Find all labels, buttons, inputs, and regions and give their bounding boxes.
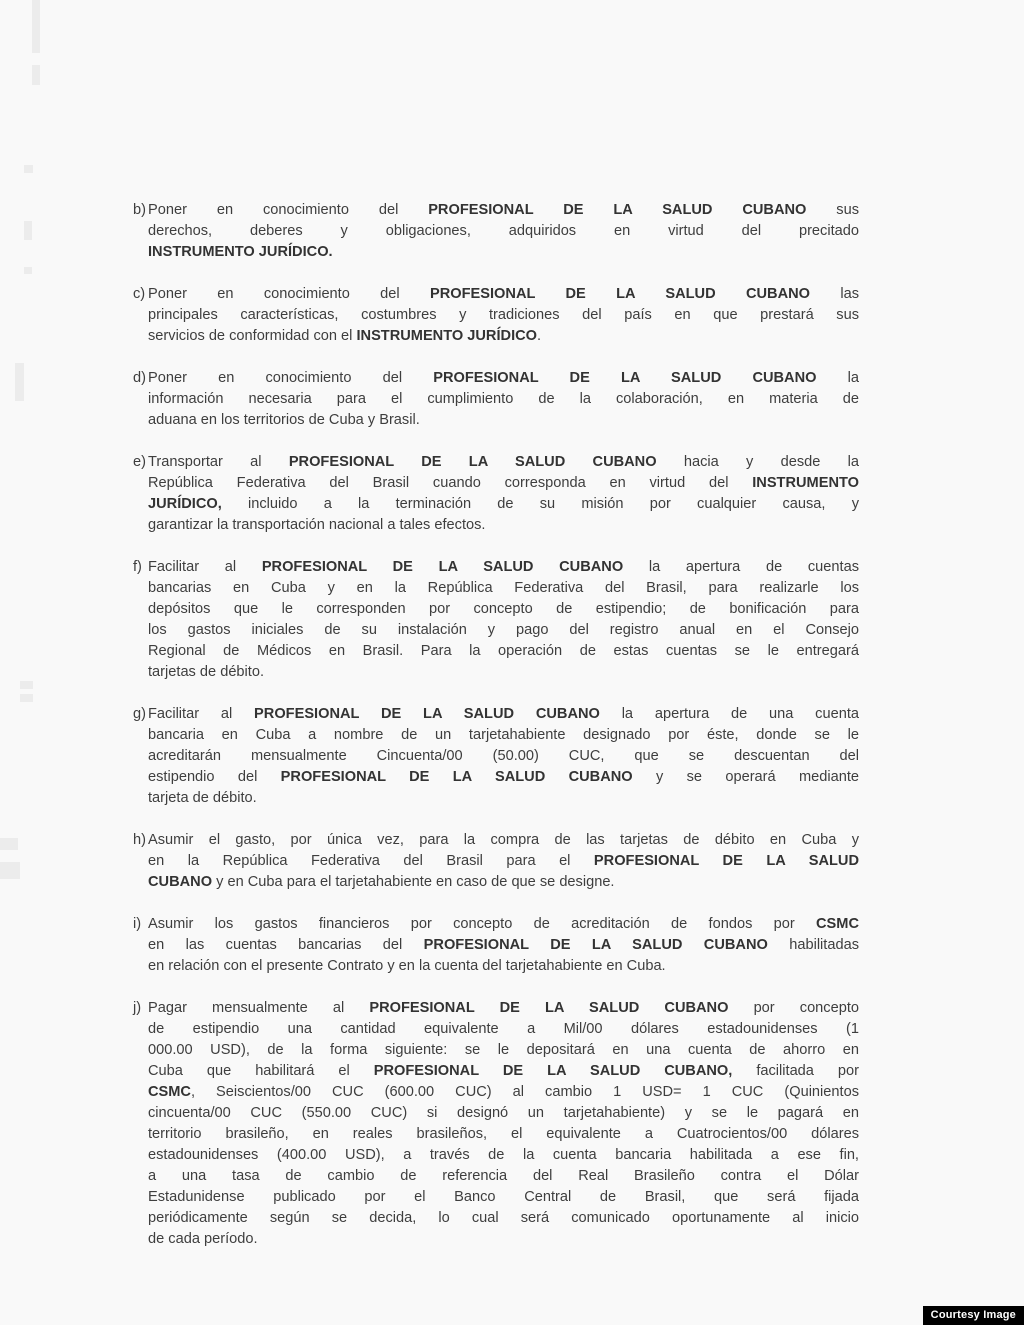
text-line: JURÍDICO, incluido a la terminación de su misión por cualquier causa, y (148, 496, 859, 512)
paragraph-label: g) (133, 706, 146, 722)
text-line: Poner en conocimiento del PROFESIONAL DE LA SALUD CUBANO la (148, 370, 860, 386)
paragraph (133, 557, 859, 683)
scan-artifact (0, 862, 20, 879)
text-line: de estipendio una cantidad equivalente a Mil/00 dólares estadounidenses (1 (148, 1021, 859, 1037)
paragraph-text (148, 998, 859, 1250)
text-line: información necesaria para el cumplimiento de la colaboración, en materia de (148, 391, 859, 407)
text-line: Poner en conocimiento del PROFESIONAL DE LA SALUD CUBANO las (148, 286, 859, 302)
text-line: cincuenta/00 CUC (550.00 CUC) si designó un tarjetahabiente) y se le pagará en (148, 1105, 859, 1121)
text-line: Regional de Médicos en Brasil. Para la operación de estas cuentas se le entregará (148, 643, 859, 659)
text-line: Facilitar al PROFESIONAL DE LA SALUD CUBANO la apertura de una cuenta (148, 706, 859, 722)
paragraph-text (148, 452, 859, 536)
scan-artifact (20, 694, 33, 702)
text-line: República Federativa del Brasil cuando corresponda en virtud del INSTRUMENTO (148, 475, 859, 491)
paragraph-text (148, 200, 859, 263)
scan-artifact (32, 65, 40, 85)
paragraph (133, 830, 859, 893)
paragraph-text (148, 830, 859, 893)
text-line: de cada período. (148, 1231, 258, 1247)
text-line: CSMC, Seiscientos/00 CUC (600.00 CUC) al cambio 1 USD= 1 CUC (Quinientos (148, 1084, 859, 1100)
paragraph (133, 704, 859, 809)
text-line: en relación con el presente Contrato y en la cuenta del tarjetahabiente en Cuba. (148, 958, 666, 974)
paragraph (133, 998, 859, 1250)
text-line: bancarias en Cuba y en la República Federativa del Brasil, para realizarle los (148, 580, 859, 596)
text-line: INSTRUMENTO JURÍDICO. (148, 244, 333, 260)
text-line: Asumir el gasto, por única vez, para la compra de las tarjetas de débito en Cuba y (148, 832, 859, 848)
text-line: Asumir los gastos financieros por concepto de acreditación de fondos por CSMC (148, 916, 859, 932)
paragraph-label: j) (133, 1000, 142, 1016)
text-line: periódicamente según se decida, lo cual será comunicado oportunamente al inicio (148, 1210, 859, 1226)
paragraph-label: d) (133, 370, 146, 386)
text-line: en las cuentas bancarias del PROFESIONAL DE LA SALUD CUBANO habilitadas (148, 937, 860, 953)
text-line: garantizar la transportación nacional a tales efectos. (148, 517, 486, 533)
document-body (133, 200, 859, 1271)
scan-artifact (24, 221, 32, 240)
paragraph-label: i) (133, 916, 142, 932)
text-line: estadounidenses (400.00 USD), a través de la cuenta bancaria habilitada a ese fin, (148, 1147, 859, 1163)
paragraph (133, 914, 859, 977)
paragraph (133, 452, 859, 536)
text-line: depósitos que le corresponden por concepto de estipendio; de bonificación para (148, 601, 859, 617)
paragraph-text (148, 914, 859, 977)
scan-artifact (15, 363, 24, 401)
text-line: 000.00 USD), de la forma siguiente: se le depositará en una cuenta de ahorro en (148, 1042, 859, 1058)
text-line: los gastos iniciales de su instalación y pago del registro anual en el Consejo (148, 622, 859, 638)
text-line: tarjetas de débito. (148, 664, 265, 680)
paragraph-label: b) (133, 202, 146, 218)
paragraph (133, 368, 859, 431)
paragraph-text (148, 284, 859, 347)
paragraph-label: c) (133, 286, 146, 302)
scan-artifact (32, 0, 40, 53)
text-line: CUBANO y en Cuba para el tarjetahabiente en caso de que se designe. (148, 874, 615, 890)
scan-artifact (20, 681, 33, 689)
paragraph-label: e) (133, 454, 146, 470)
text-line: aduana en los territorios de Cuba y Brasil. (148, 412, 420, 428)
text-line: Estadunidense publicado por el Banco Central de Brasil, que será fijada (148, 1189, 859, 1205)
courtesy-image-badge: Courtesy Image (923, 1306, 1024, 1325)
text-line: Cuba que habilitará el PROFESIONAL DE LA SALUD CUBANO, facilitada por (148, 1063, 859, 1079)
paragraph-label: f) (133, 559, 142, 575)
text-line: territorio brasileño, en reales brasileños, el equivalente a Cuatrocientos/00 dólares (148, 1126, 859, 1142)
text-line: bancaria en Cuba a nombre de un tarjetahabiente designado por éste, donde se le (148, 727, 859, 743)
text-line: derechos, deberes y obligaciones, adquiridos en virtud del precitado (148, 223, 859, 239)
text-line: servicios de conformidad con el INSTRUMENTO JURÍDICO. (148, 328, 542, 344)
paragraph-text (148, 704, 859, 809)
scan-artifact (24, 267, 32, 274)
paragraph-label: h) (133, 832, 146, 848)
text-line: Poner en conocimiento del PROFESIONAL DE LA SALUD CUBANO sus (148, 202, 860, 218)
paragraph (133, 284, 859, 347)
text-line: Transportar al PROFESIONAL DE LA SALUD CUBANO hacia y desde la (148, 454, 860, 470)
text-line: tarjeta de débito. (148, 790, 257, 806)
text-line: a una tasa de cambio de referencia del Real Brasileño contra el Dólar (148, 1168, 859, 1184)
text-line: principales características, costumbres y tradiciones del país en que prestará sus (148, 307, 859, 323)
paragraph (133, 200, 859, 263)
scan-artifact (0, 838, 18, 850)
text-line: Facilitar al PROFESIONAL DE LA SALUD CUBANO la apertura de cuentas (148, 559, 860, 575)
text-line: en la República Federativa del Brasil para el PROFESIONAL DE LA SALUD (148, 853, 859, 869)
text-line: Pagar mensualmente al PROFESIONAL DE LA SALUD CUBANO por concepto (148, 1000, 859, 1016)
scan-artifact (24, 165, 33, 173)
text-line: acreditarán mensualmente Cincuenta/00 (50.00) CUC, que se descuentan del (148, 748, 859, 764)
paragraph-text (148, 557, 859, 683)
text-line: estipendio del PROFESIONAL DE LA SALUD CUBANO y se operará mediante (148, 769, 860, 785)
paragraph-text (148, 368, 859, 431)
